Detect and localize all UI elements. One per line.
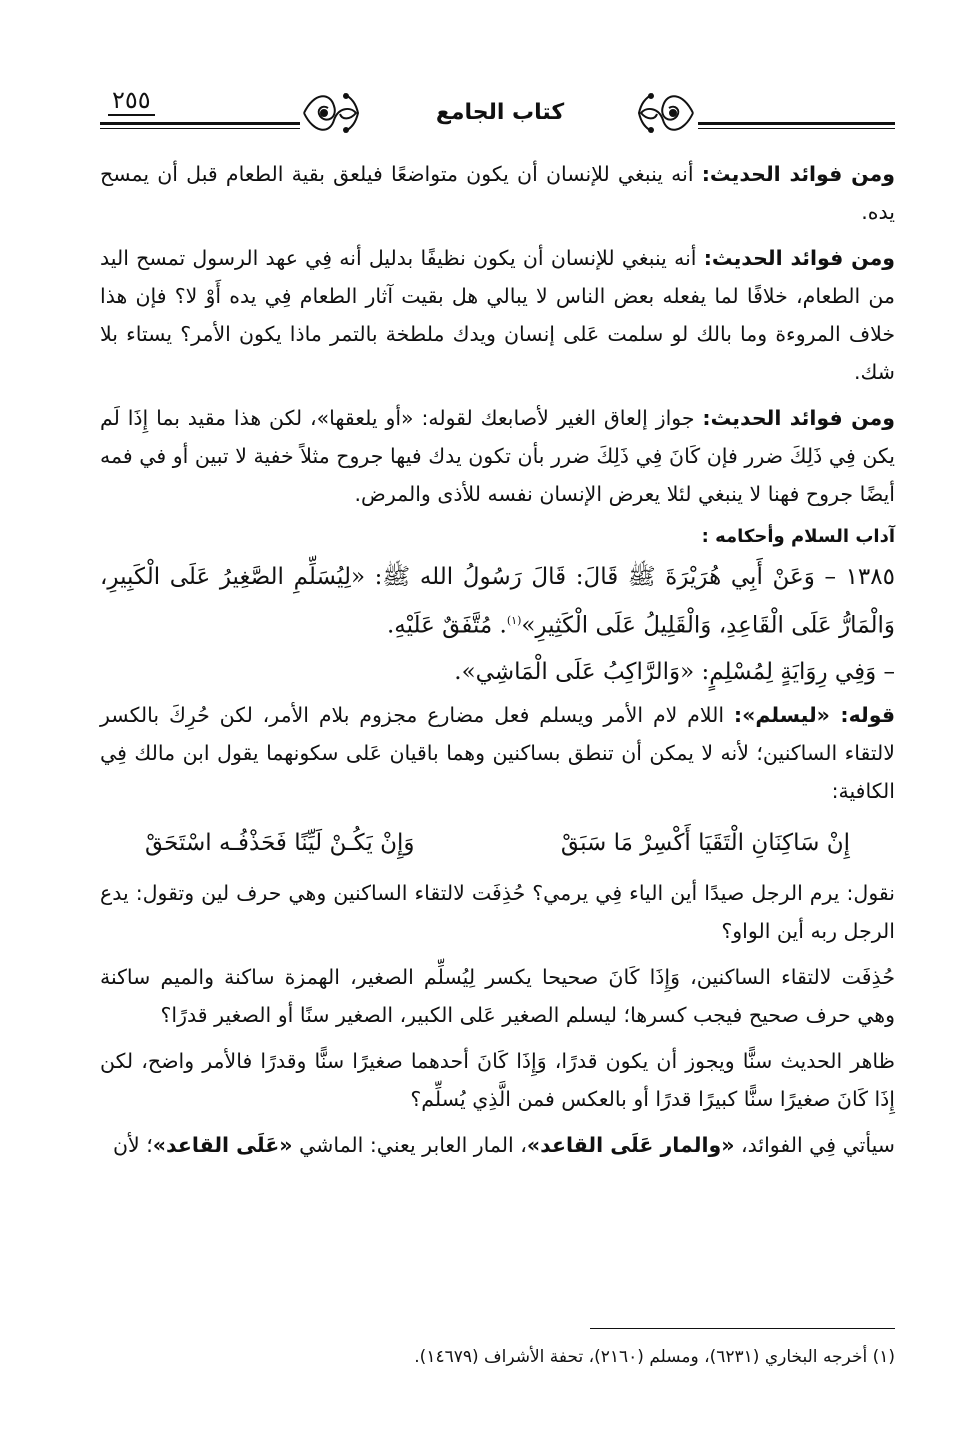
hadith-source: . مُتَّفَقٌ عَلَيْهِ.: [386, 612, 507, 639]
paragraph-text: أنه ينبغي للإنسان أن يكون متواضعًا فيلعق بقية الطعام قبل أن يمسح يده.: [100, 162, 895, 224]
quoted-phrase: «عَلَى القاعد»: [152, 1132, 293, 1157]
paragraph: [100, 399, 895, 513]
hadith-line: ١٣٨٥ – وَعَنْ أَبِي هُرَيْرَةَ ﷺ قَالَ: قَالَ رَسُولُ الله ﷺ: «لِيُسَلِّمِ الصَّغِيرُ عَلَى الْكَبِيرِ، وَالْمَارُّ عَلَى الْقَاعِدِ، وَالْقَلِيلُ عَلَى الْكَثِيرِ»: [100, 564, 895, 639]
commentary-paragraph: ظاهر الحديث سنًّا ويجوز أن يكون قدرًا، وَإِذَا كَانَ أحدهما صغيرًا سنًّا وقدرًا فالأمر واضح، لكن إِذَا كَانَ صغيرًا سنًّا كبيرًا قدرًا أو بالعكس فمن الَّذِي يُسلِّم؟: [100, 1048, 895, 1111]
commentary-paragraph: حُذِفَت لالتقاء الساكنين، وَإِذَا كَانَ صحيحا يكسر لِيُسلِّم الصغير، الهمزة ساكنة والميم ساكنة وهي حرف صحيح فيجب كسرها؛ ليسلم الصغير عَلى الكبير، الصغير سنًا أو الصغير قدرًا؟: [100, 964, 895, 1027]
commentary-text: اللام لام الأمر ويسلم فعل مضارع مجزوم بلام الأمر، لكن حُرِكَ بالكسر لالتقاء الساكنين؛ لأنه لا يمكن أن تنطق بساكنين وهما باقيان عَلى سكونهما يقول ابن مالك فِي الكافية:: [100, 702, 895, 803]
page-header: [100, 80, 895, 150]
commentary-paragraph: [100, 696, 895, 810]
header-rule-right-thin: [698, 128, 895, 129]
right-ornament-icon: [635, 84, 697, 142]
page-body: [100, 155, 895, 1172]
poem-second-hemistich: وَإِنْ يَكُـنْ لَيِّنًا فَحَذْفُـه اسْتَحَقْ: [145, 829, 415, 856]
paragraph-lead: ومن فوائد الحديث:: [701, 162, 895, 186]
paragraph-text: أنه ينبغي للإنسان أن يكون نظيفًا بدليل أنه فِي عهد الرسول تمسح اليد من الطعام، خلافًا لما يفعله بعض الناس لا يبالي هل بقيت آثار الطعام فِي يده أَوْ لا؟ فإن هذا خلاف المروءة وما بالك لو سلمت عَلى إنسان ويدك ملطخة بالتمر ماذا يكون الأمر؟ يستاء بلا شك.: [100, 246, 895, 384]
header-rule-left-thin: [100, 128, 300, 129]
commentary-text: ، المار العابر يعني: الماشي: [292, 1132, 527, 1157]
header-rule-right: [698, 122, 895, 125]
left-ornament-icon: [300, 84, 362, 142]
commentary-paragraph: نقول: يرم الرجل صيدًا أين الياء فِي يرمي؟ حُذِفَت لالتقاء الساكنين وهي حرف لين وتقول: يدع الرجل ربه أين الواو؟: [100, 880, 895, 943]
commentary-lead: قوله: «ليسلم»:: [733, 702, 895, 727]
footnote-mark: (١): [506, 614, 522, 627]
book-title: كتاب الجامع: [435, 100, 565, 125]
header-rule-left: [100, 122, 300, 125]
commentary-text: ؛ لأن: [113, 1132, 153, 1157]
hadith-text: [100, 555, 895, 648]
poem-verse: [100, 818, 895, 868]
commentary-text: سيأتي فِي الفوائد،: [734, 1132, 895, 1157]
hadith-variant: – وَفِي رِوَايَةٍ لِمُسْلِمٍ: «وَالرَّاكِبُ عَلَى الْمَاشِي».: [454, 658, 895, 685]
poem-first-hemistich: إِنْ سَاكِنَانِ الْتَقَيَا أَكْسِرْ مَا سَبَقْ: [560, 829, 850, 856]
footnote: (١) أخرجه البخاري (٦٢٣١)، ومسلم (٢١٦٠)، تحفة الأشراف (١٤٦٧٩).: [414, 1347, 895, 1367]
page-number: ٢٥٥: [108, 86, 155, 116]
quoted-phrase: «والمار عَلَى القاعد»: [526, 1132, 735, 1157]
footnote-divider: [590, 1328, 895, 1329]
paragraph-lead: ومن فوائد الحديث:: [703, 246, 896, 270]
paragraph-lead: ومن فوائد الحديث:: [702, 406, 895, 430]
section-heading: آداب السلام وأحكامه :: [701, 526, 895, 547]
paragraph: [100, 239, 895, 391]
commentary-paragraph: [100, 1126, 895, 1164]
paragraph: [100, 155, 895, 231]
paragraph-text: جواز إلعاق الغير لأصابعك لقوله: «أو يلعقها»، لكن هذا مقيد بما إِذَا لَم يكن فِي ذَلِكَ ضرر فإن كَانَ فِي ذَلِكَ ضرر بأن تكون يدك فيها جروح مثلاً خفية لا تبين أو في فمه أيضًا جروح فهنا لا ينبغي لئلا يعرض الإنسان نفسه للأذى والمرض.: [100, 406, 895, 506]
